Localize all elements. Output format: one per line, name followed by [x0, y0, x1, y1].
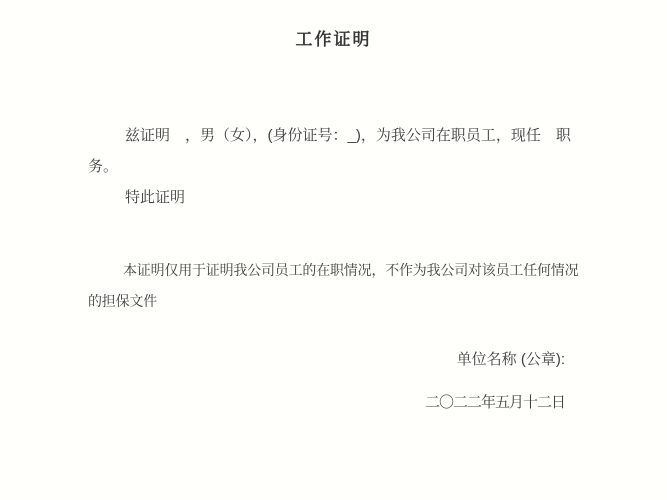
disclaimer-paragraph — [88, 255, 579, 317]
company-seal-label: 单位名称 (公章): — [456, 351, 565, 368]
page-title: 工作证明 — [295, 30, 372, 49]
disclaimer-line-2: 的担保文件 — [88, 293, 157, 309]
disclaimer-line-1: 本证明仅用于证明我公司员工的在职情况，不作为我公司对该员工任何情况 — [123, 262, 579, 278]
issue-date: 二〇二二年五月十二日 — [424, 394, 565, 411]
closing-statement: 特此证明 — [125, 189, 186, 206]
statement-line-2: 务。 — [88, 158, 119, 175]
certificate-body — [88, 120, 579, 418]
statement-paragraph — [88, 120, 579, 213]
statement-line-1: 兹证明 ，男（女），(身份证号：_)，为我公司在职员工，现任 职 — [125, 127, 571, 144]
signature-block — [88, 344, 579, 418]
